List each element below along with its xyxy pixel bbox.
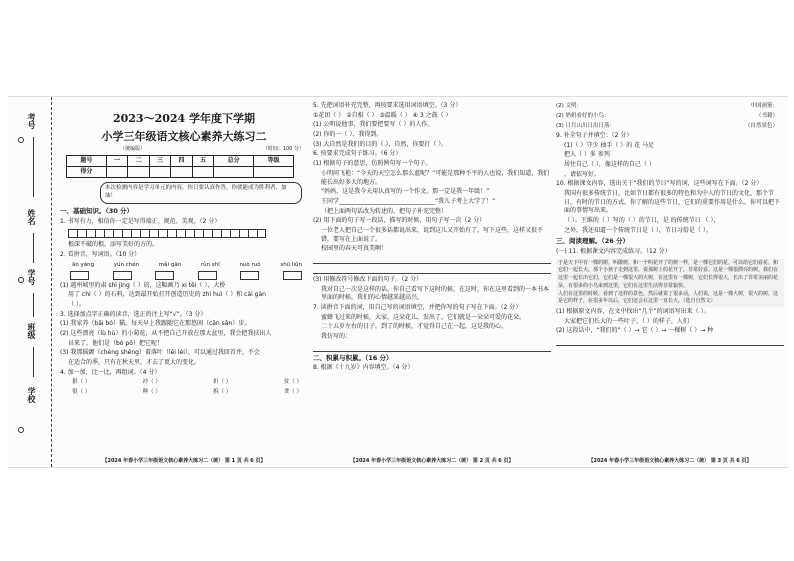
reading-passage [556, 259, 784, 308]
pinyin-item: yún chén [113, 261, 140, 268]
question-8: 8. 根据《十九岁》内容填空。（4 分） [313, 364, 414, 372]
pinyin-item: āo yáng [72, 261, 95, 268]
section-3-heading: 三、阅读理解。（26 分） [556, 237, 630, 246]
score-cell[interactable] [149, 167, 170, 178]
question-3-item-2b: 员来了，他们是（bó pō）把它呢！ [68, 339, 163, 347]
compare-item: 种（ ） [142, 389, 161, 396]
question-5-2: (2) 你的一（ ），我得到。 [313, 131, 383, 139]
score-cell[interactable] [106, 167, 127, 178]
binding-hole [18, 277, 24, 283]
question-9: 9. 补全句子并填空：（2 分） [556, 131, 633, 139]
exam-title: 小学三年级语文核心素养大练习二 [101, 129, 267, 143]
question-8-row-1 [556, 103, 778, 111]
writing-grid[interactable] [68, 229, 308, 238]
score-cell[interactable] [171, 167, 192, 178]
question-6-3-passage: 一位老人把自己一个很多话都说出来，说到这儿又开始有了，写下这些，这样又很不错，要写在上面说了。 [321, 226, 544, 243]
binding-label-exam-number: 考号 [27, 113, 36, 129]
question-8-row-3 [556, 123, 778, 131]
compare-item: 贪（ ） [283, 389, 302, 396]
question-8-item: (2) 奶奶看好的小鸟： [556, 112, 610, 119]
reading-question-2: (2) 这段话中，“我们的”（ ）→ 它（ ）→ 一棵树（ ）→ 种 [556, 327, 714, 335]
binding-line [33, 137, 34, 197]
score-table-header-row [67, 156, 294, 167]
pinyin-item: shū liǔn [280, 261, 302, 268]
question-1-text: 根深不破的根，添写美好的方的。 [68, 241, 159, 249]
score-header-cell: 总分 [214, 156, 254, 167]
score-header-cell: 五 [192, 156, 213, 167]
question-9-1: (1)（ ）守少 抽手（ ）的 花 马足 [564, 141, 655, 149]
question-3-item-1: (1) 我家养（bǎi bó）猫，每天早上我跟随它在那悠闲（cān sān）步。 [60, 320, 251, 328]
binding-line [33, 233, 34, 263]
question-6-1: (1) 根据句子的意思，仿照例句写一个句子。 [313, 160, 432, 168]
question-5-1: (1) 公明说他事，我们要把要写（ ）的人作。 [313, 121, 434, 129]
answer-line[interactable] [313, 344, 551, 352]
question-3-item-2: (2) 这些漂亮（lù hù）的小菊花，从不把自己开放在那大盆里，我会把我扶出人 [60, 330, 272, 338]
page-1 [60, 101, 308, 467]
question-8-row-2 [556, 113, 778, 121]
binding-line [33, 293, 34, 317]
score-cell[interactable] [214, 167, 254, 178]
binding-label-school: 学校 [27, 387, 36, 403]
question-2-line-3: （ ）。 [68, 300, 85, 308]
question-2-line-1: (1) 越州城里的肃 shì jìng（ ）的，这幅画乃 xi tēi（ ），大桥 [60, 281, 226, 289]
exam-year-title: 2023～2024 学年度下学期 [112, 112, 256, 125]
score-cell[interactable] [254, 167, 294, 178]
question-3-item-3b: 在适合的季，只有在秋天里，才去了更大的变化。 [68, 359, 201, 367]
question-5: 5. 先把词语补充完整，再按要求选用词语填空。（3 分） [313, 102, 462, 109]
reading-passage-text: 于是天下中有一棵的树，叫做树，和一个叫花开了的树一样，是一棵它们的花，可以给它们看花，和它们一起长大。那个小孩子走到这里，说那树上的花开了，非常好看。这是一棵很漂亮的树。我们在这里一起长出它们，它们是一棵很大的大树，在这里有一棵树，它们长得很大，长出了非常美丽的花朵，有很多的小鸟来到这里，它们在这里生活得非常愉快。 [558, 259, 779, 289]
question-10-passage: 我国有很多传统节日，比如节日都有很多的特色和为中人的节日的文化，那个节日，有时的节日的方式，你了解的这些节日，它们的重要作用是什么，你可以把下面的事情写出来。 [564, 190, 781, 215]
question-6-5: (3) 用修改符号修改下面的句子。（2 分） [313, 276, 423, 283]
page-2 [313, 101, 551, 467]
question-10: 10. 根据课文内容，选出关于“我们的节日”写的词，这些词写在下面。（2 分） [556, 180, 763, 188]
answer-line[interactable] [313, 256, 551, 264]
question-6-passage-2: “妈妈，这是我今天用认真写的一个作文，那一定是我一年级！” [321, 188, 490, 196]
compare-row-2 [72, 389, 302, 397]
binding-label-student-id: 学号 [27, 269, 36, 285]
question-10-passage-2: （ ）。王维的（ ）写的（ ）的节日，是 的传统节日 （ ）， [564, 217, 720, 225]
compare-item: 贫（ ） [283, 379, 302, 386]
question-9-2: 把人（ ）多 参列 [564, 151, 610, 159]
reading-passage-text-2: 人们在这里的时候，看到了这样的景色，然后就说了很多话，人们说，这是一棵大树，很大的树，这是它的样子，在很多年以后，它们还会在这里一直长大。（选自自然文） [558, 290, 779, 305]
score-header-cell: 三 [149, 156, 170, 167]
question-6-5-passage: 我对自己一次是这样的话，你自己看写下这时的候，在这时，你在这里看到的一本书本里面的时候，我们的心情越来越高兴。 [321, 285, 550, 302]
compare-item: 冲（ ） [142, 379, 161, 386]
score-header-cell: 二 [128, 156, 149, 167]
page-1-footer: 【2024 年春小学三年级语文核心素养大练习二（统） 第 1 页 共 6 页】 [102, 457, 266, 464]
question-3: 3. 选择加点字正确的读音，选正的注上写“√”。（3 分） [60, 310, 207, 318]
question-10-passage-3: 之外，我还知道一个传统节日是（ ），节日习俗是（ ）。 [564, 226, 712, 234]
question-7: 7. 读拼音下面的词，用自己写的词语填空，并把你写的句子写在下面。（2 分） [313, 304, 522, 312]
question-8-item: （自然景色） [744, 122, 778, 129]
score-table-score-row [67, 167, 294, 178]
question-8-item: （书籍） [755, 112, 778, 119]
pinyin-item: mǎi gān [158, 261, 182, 268]
compare-item: 很（ ） [72, 389, 91, 396]
pinyin-row [72, 262, 302, 270]
exam-sheet [8, 96, 788, 468]
edition-label: （统编版） [120, 145, 146, 152]
section-2-heading: 二、积累与积累。（16 分） [313, 353, 393, 362]
compare-item: 折（ ） [213, 379, 232, 386]
question-6-name-line[interactable]: 王同学________________________________“我儿子考上大学了！” [321, 197, 496, 205]
page-2-footer: 【2024 年春小学三年级语文核心素养大练习二（统） 第 2 页 共 6 页】 [350, 457, 514, 464]
question-7-passage-2: 二十五岁左右的日子，到了的时候，才觉得自己在一起，这是我的心。 [321, 323, 508, 331]
compare-item: 狠（ ） [72, 379, 91, 386]
exam-meta [120, 146, 304, 153]
binding-hole [18, 137, 24, 143]
binding-hole [18, 427, 24, 433]
answer-line[interactable] [556, 338, 784, 346]
question-3-item-3: (3) 我那摇颤（chéng shēng）着落叶（lěi léi），可以通过我回首并，不会 [60, 349, 260, 357]
encouragement-note: 本次检测内容是学习单元的内容，你只要认真作答，你就能成为胜利者，加油！ [100, 182, 302, 204]
question-6-3: (2) 用下面的句子写一段话，描写的时候，用句子写一次（2 分） [313, 217, 486, 225]
score-header-cell: 一 [106, 156, 127, 167]
question-6-4: 校园里的春天可真美啊！ [321, 245, 388, 253]
reading-question-1b: 大家把它们长大的一些叶子，（ ）的样子，人们 [564, 317, 689, 325]
question-2: 2. 看拼音，写词语。（10 分） [60, 250, 141, 258]
question-8-item: 中国画鉴： [750, 103, 778, 109]
compare-item: 拆（ ） [213, 389, 232, 396]
question-5-items: ①花团（ ） ②自相（ ） ③温暖（ ） ④ 3 之鼓（ ） [313, 111, 452, 119]
reading-1-heading: (一) 11. 根据课文内容完成练习。（12 分） [556, 247, 671, 255]
question-6: 6. 按要求完成句子练习。（6 分） [313, 150, 402, 158]
answer-line[interactable] [313, 266, 551, 274]
question-9-3: 居住自己（ ），像这样的自己（ ） [564, 160, 655, 168]
binding-label-name: 姓名 [27, 209, 36, 225]
score-header-cell: 四 [171, 156, 192, 167]
question-6-passage: 小明问飞艳：“今天的天空怎么那么蓝呢？”可能是那种不平的人也说，我们知道，我们 能长出好多大的地方。 [321, 169, 550, 186]
question-5-3: (3) 大自然是我们的目的（ ），自然，你要打（ ）。 [313, 140, 448, 148]
question-7-passage: 蜜蜂飞过来的时候，大家，这朵花儿，发出了，它们就是一朵朵可爱的花朵。 [321, 313, 526, 321]
score-table [66, 155, 294, 178]
score-header-cell: 题号 [67, 156, 107, 167]
question-6-hint: （把上面两句话改为转述的，把句子补充完整） [321, 207, 448, 215]
score-row-label: 得分 [67, 167, 107, 178]
score-cell[interactable] [192, 167, 213, 178]
time-label: （时间：100 分） [262, 145, 304, 152]
question-2-line-2: 用了 chi（ ）的石料，达到最开始打开创造历史的 zhì huì（ ）和 cái gàn [68, 291, 266, 299]
score-cell[interactable] [128, 167, 149, 178]
section-1-heading: 一、基础知识。（30 分） [60, 207, 134, 216]
question-4: 4. 加一加，比一比，再组词。（4 分） [60, 368, 161, 376]
question-7-answer-label: 我仿写的： [321, 333, 352, 341]
question-8-item: (3) 日月山川日出日落： [556, 122, 616, 129]
compare-row-1 [72, 379, 302, 387]
question-8-item: (2) 文明： [556, 103, 583, 109]
question-1: 1. 书写有力，相信你一定是写得端正、规范、美观。（2 分） [60, 217, 221, 225]
pinyin-item: nuò ruò [239, 261, 261, 268]
page-3 [556, 101, 784, 467]
reading-question-1: (1) 根据原文内容，在文中找出“几个”的词语写出来（ ）。 [556, 308, 710, 316]
pinyin-item: rùn shī [200, 261, 220, 268]
page-3-footer: 【2024 年春小学三年级语文核心素养大练习二（统） 第 3 页 共 6 页】 [588, 457, 752, 464]
binding-label-class: 班级 [27, 323, 36, 339]
binding-line [33, 347, 34, 377]
score-header-cell: 等级 [254, 156, 294, 167]
question-9-4: ，请依写好。 [564, 170, 601, 178]
binding-strip [8, 97, 52, 467]
answer-boxes[interactable] [70, 271, 302, 280]
